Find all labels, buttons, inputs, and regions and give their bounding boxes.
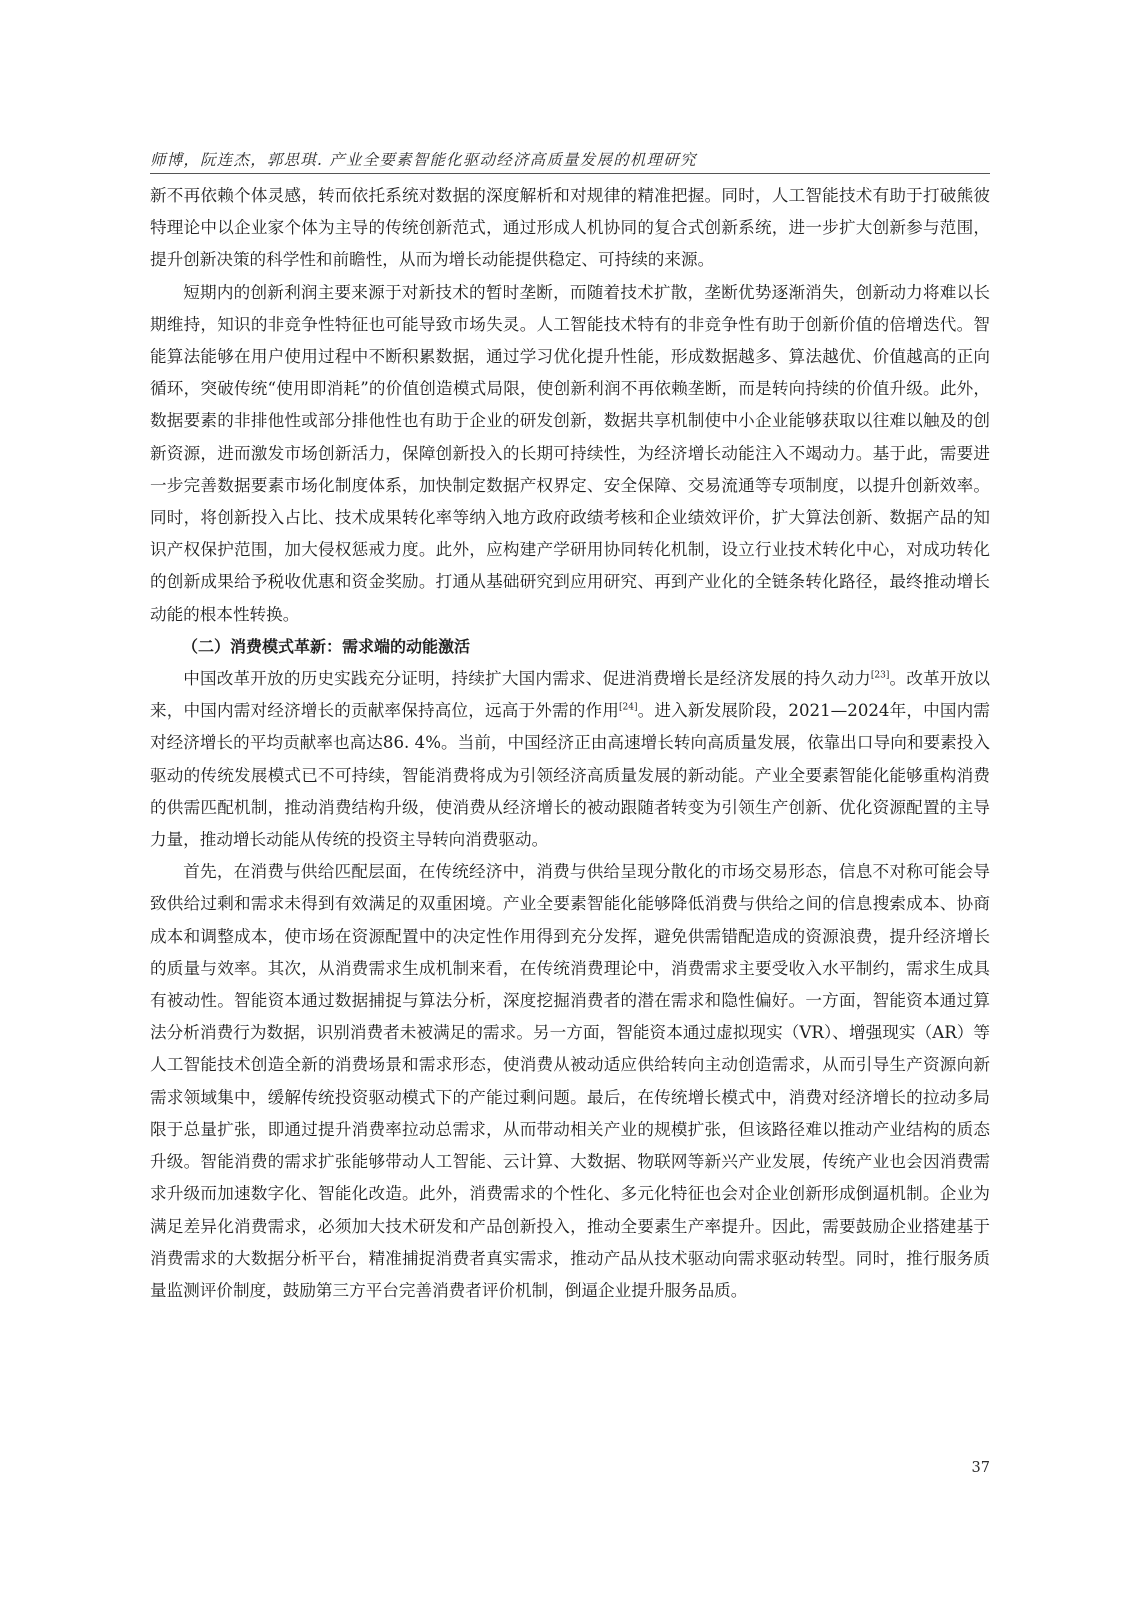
page-number: 37 <box>971 1460 990 1476</box>
paragraph-3 <box>150 663 990 856</box>
paragraph-2: 短期内的创新利润主要来源于对新技术的暂时垄断，而随着技术扩散，垄断优势逐渐消失，创新动力将难以长期维持，知识的非竞争性特征也可能导致市场失灵。人工智能技术特有的非竞争性有助于创新价值的倍增迭代。智能算法能够在用户使用过程中不断积累数据，通过学习优化提升性能，形成数据越多、算法越优、价值越高的正向循环，突破传统“使用即消耗”的价值创造模式局限，使创新利润不再依赖垄断，而是转向持续的价值升级。此外，数据要素的非排他性或部分排他性也有助于企业的研发创新，数据共享机制使中小企业能够获取以往难以触及的创新资源，进而激发市场创新活力，保障创新投入的长期可持续性，为经济增长动能注入不竭动力。基于此，需要进一步完善数据要素市场化制度体系，加快制定数据产权界定、安全保障、交易流通等专项制度，以提升创新效率。同时，将创新投入占比、技术成果转化率等纳入地方政府政绩考核和企业绩效评价，扩大算法创新、数据产品的知识产权保护范围，加大侵权惩戒力度。此外，应构建产学研用协同转化机制，设立行业技术转化中心，对成功转化的创新成果给予税收优惠和资金奖励。打通从基础研究到应用研究、再到产业化的全链条转化路径，最终推动增长动能的根本性转换。 <box>150 282 990 624</box>
paragraph-1: 新不再依赖个体灵感，转而依托系统对数据的深度解析和对规律的精准把握。同时，人工智能技术有助于打破熊彼特理论中以企业家个体为主导的传统创新范式，通过形成人机协同的复合式创新系统，进一步扩大创新参与范围，提升创新决策的科学性和前瞻性，从而为增长动能提供稳定、可持续的来源。 <box>150 186 990 270</box>
citation-23: [23] <box>870 670 890 681</box>
paragraph-3-text-c: 。进入新发展阶段，2021—2024年，中国内需对经济增长的平均贡献率也高达86. 4%。当前，中国经济正由高速增长转向高质量发展，依靠出口导向和要素投入驱动的传统发展模式已不可持续，智能消费将成为引领经济高质量发展的新动能。产业全要素智能化能够重构消费的供需匹配机制，推动消费结构升级，使消费从经济增长的被动跟随者转变为引领生产创新、优化资源配置的主导力量，推动增长动能从传统的投资主导转向消费驱动。 <box>150 701 990 850</box>
paragraph-4: 首先，在消费与供给匹配层面，在传统经济中，消费与供给呈现分散化的市场交易形态，信息不对称可能会导致供给过剩和需求未得到有效满足的双重困境。产业全要素智能化能够降低消费与供给之间的信息搜索成本、协商成本和调整成本，使市场在资源配置中的决定性作用得到充分发挥，避免供需错配造成的资源浪费，提升经济增长的质量与效率。其次，从消费需求生成机制来看，在传统消费理论中，消费需求主要受收入水平制约，需求生成具有被动性。智能资本通过数据捕捉与算法分析，深度挖掘消费者的潜在需求和隐性偏好。一方面，智能资本通过算法分析消费行为数据，识别消费者未被满足的需求。另一方面，智能资本通过虚拟现实（VR）、增强现实（AR）等人工智能技术创造全新的消费场景和需求形态，使消费从被动适应供给转向主动创造需求，从而引导生产资源向新需求领域集中，缓解传统投资驱动模式下的产能过剩问题。最后，在传统增长模式中，消费对经济增长的拉动多局限于总量扩张，即通过提升消费率拉动总需求，从而带动相关产业的规模扩张，但该路径难以推动产业结构的质态升级。智能消费的需求扩张能够带动人工智能、云计算、大数据、物联网等新兴产业发展，传统产业也会因消费需求升级而加速数字化、智能化改造。此外，消费需求的个性化、多元化特征也会对企业创新形成倒逼机制。企业为满足差异化消费需求，必须加大技术研发和产品创新投入，推动全要素生产率提升。因此，需要鼓励企业搭建基于消费需求的大数据分析平台，精准捕捉消费者真实需求，推动产品从技术驱动向需求驱动转型。同时，推行服务质量监测评价制度，鼓励第三方平台完善消费者评价机制，倒逼企业提升服务品质。 <box>150 862 990 1300</box>
paragraph-3-text-b: 。改革开放以来，中国内需对经济增长的贡献率保持高位，远高于外需的作用 <box>150 669 991 721</box>
citation-24: [24] <box>619 702 638 713</box>
section-heading: （二）消费模式革新：需求端的动能激活 <box>182 636 471 656</box>
running-header: 师博，阮连杰，郭思琪. 产业全要素智能化驱动经济高质量发展的机理研究 <box>150 151 697 169</box>
article-body <box>150 180 990 1307</box>
paragraph-3-text-a: 中国改革开放的历史实践充分证明，持续扩大国内需求、促进消费增长是经济发展的持久动力 <box>183 669 871 689</box>
header-rule <box>150 173 990 174</box>
